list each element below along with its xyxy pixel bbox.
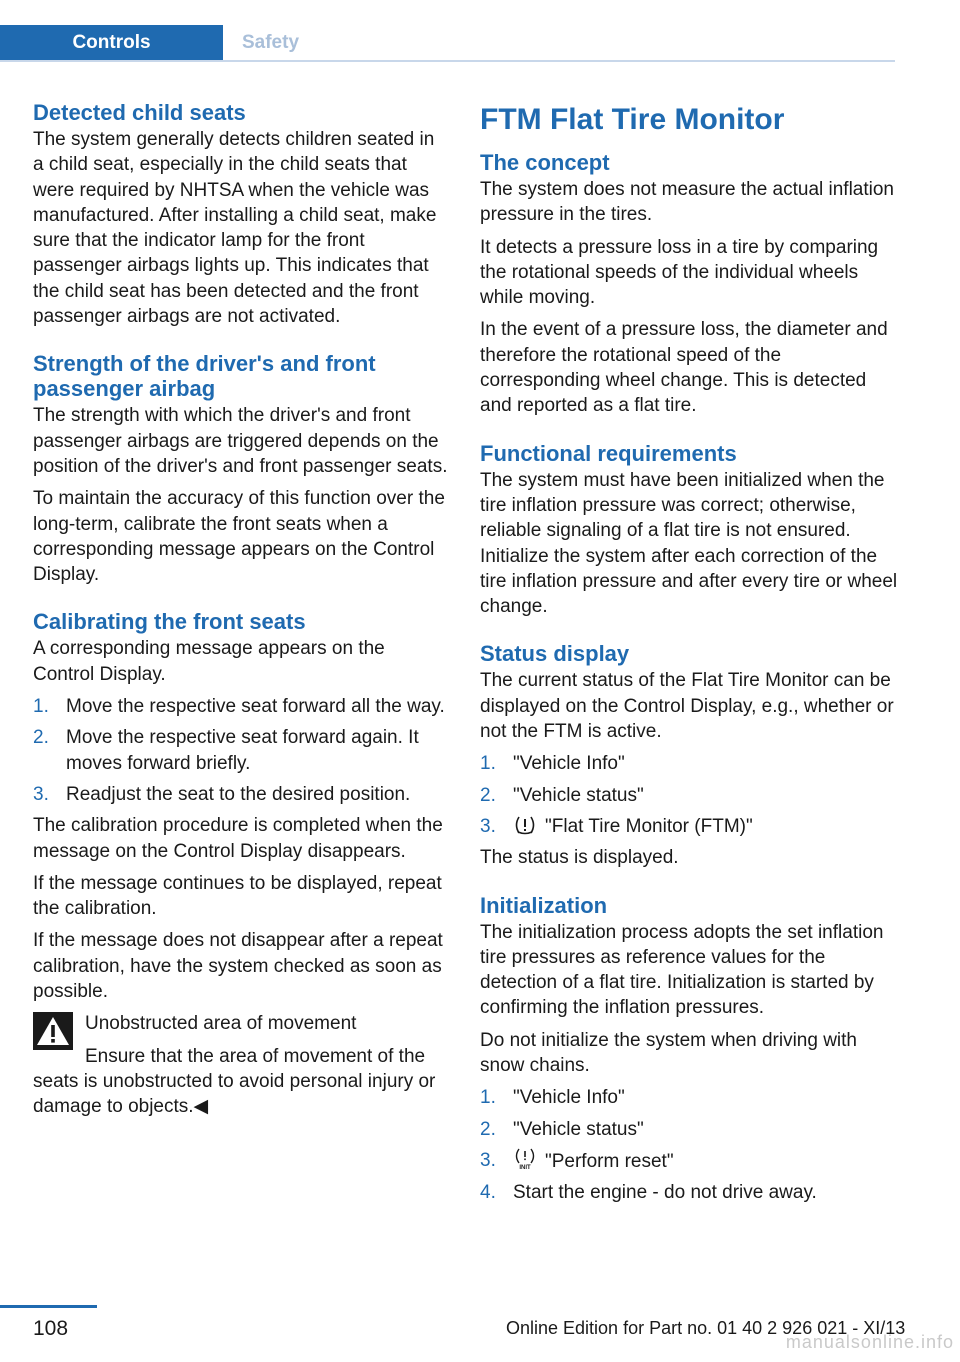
paragraph: Do not initialize the system when driving with snow chains. bbox=[480, 1029, 858, 1077]
right-column bbox=[480, 100, 898, 1228]
step-number: 4. bbox=[480, 1182, 496, 1204]
list-item bbox=[33, 694, 450, 719]
list-item bbox=[33, 782, 450, 807]
paragraph: A corresponding message appears on the Control Display. bbox=[33, 638, 385, 685]
step-text: Move the respective seat forward all the way. bbox=[66, 696, 445, 718]
heading-detected-child-seats: Detected child seats bbox=[33, 100, 246, 125]
step-text: Move the respective seat forward again. It moves forward briefly. bbox=[66, 727, 419, 774]
paragraph: In the event of a pressure loss, the diameter and therefore the rotational speed of the corresponding wheel change. This is detected and reported as a flat tire. bbox=[480, 319, 888, 417]
section-status-display bbox=[480, 641, 898, 870]
section-detected-child-seats bbox=[33, 100, 450, 329]
list-item bbox=[480, 814, 898, 839]
page-number: 108 bbox=[33, 1317, 69, 1340]
warning-text: Ensure that the area of movement of the seats is unobstructed to avoid personal injury or damage to objects.◀ bbox=[33, 1045, 436, 1118]
step-number: 1. bbox=[480, 753, 496, 775]
tab-controls[interactable]: Controls bbox=[0, 25, 223, 61]
step-number: 3. bbox=[33, 783, 49, 805]
edition-note: Online Edition for Part no. 01 40 2 926 021 - XI/13 bbox=[506, 1318, 906, 1338]
paragraph: The status is displayed. bbox=[480, 847, 679, 869]
tabbar-divider bbox=[0, 60, 895, 62]
status-steps bbox=[480, 751, 898, 839]
warning-box bbox=[33, 1011, 450, 1119]
heading-status-display: Status display bbox=[480, 641, 630, 667]
paragraph: If the message continues to be displayed, repeat the calibration. bbox=[33, 872, 442, 920]
step-number: 1. bbox=[480, 1087, 496, 1109]
list-item bbox=[480, 1180, 898, 1205]
section-functional-requirements bbox=[480, 441, 898, 620]
step-text: "Flat Tire Monitor (FTM)" bbox=[545, 815, 753, 837]
section-airbag-strength bbox=[33, 351, 450, 587]
list-item bbox=[480, 1085, 898, 1110]
step-text: "Vehicle Info" bbox=[513, 1087, 625, 1109]
heading-initialization: Initialization bbox=[480, 892, 608, 918]
heading-airbag-strength: Strength of the driver's and front passenger airbag bbox=[33, 351, 376, 402]
warning-triangle-icon bbox=[33, 1012, 73, 1050]
heading-functional-requirements: Functional requirements bbox=[480, 440, 737, 466]
list-item bbox=[33, 725, 450, 776]
paragraph: The system generally detects children seated in a child seat, especially in the child seats that were required by NHTSA when the vehicle was manufactured. After installing a child seat, make sure that the indicator lamp for the front passenger airbags lights up. This indicates that the child seat has been detected and the front passenger airbags are not activated. bbox=[33, 129, 437, 328]
step-text: "Vehicle status" bbox=[513, 1118, 644, 1140]
heading-concept: The concept bbox=[480, 150, 610, 175]
init-label: INIT bbox=[519, 1164, 531, 1170]
paragraph: To maintain the accuracy of this function over the long-term, calibrate the front seats when a corresponding message appears on the Control Display. bbox=[33, 488, 445, 586]
warning-title: Unobstructed area of movement bbox=[85, 1013, 357, 1035]
step-number: 3. bbox=[480, 815, 496, 837]
step-number: 3. bbox=[480, 1149, 496, 1171]
list-item bbox=[480, 1117, 898, 1142]
section-calibrating-front-seats bbox=[33, 609, 450, 1119]
paragraph: It detects a pressure loss in a tire by comparing the rotational speeds of the individual wheels while moving. bbox=[480, 236, 879, 309]
left-column bbox=[33, 100, 450, 1142]
step-number: 2. bbox=[33, 727, 49, 749]
step-number: 2. bbox=[480, 1118, 496, 1140]
flat-tire-warning-icon bbox=[513, 815, 537, 835]
paragraph: The current status of the Flat Tire Monitor can be displayed on the Control Display, e.g., whether or not the FTM is active. bbox=[480, 670, 894, 743]
chapter-tabbar bbox=[0, 25, 895, 61]
paragraph: The system does not measure the actual inflation pressure in the tires. bbox=[480, 179, 895, 226]
paragraph: The strength with which the driver's and front passenger airbags are triggered depends on the position of the driver's and front passenger seats. bbox=[33, 405, 448, 477]
calibration-steps bbox=[33, 694, 450, 807]
step-text: "Perform reset" bbox=[545, 1150, 674, 1172]
paragraph: The calibration procedure is completed when the message on the Control Display disappears. bbox=[33, 815, 443, 862]
section-initialization bbox=[480, 893, 898, 1206]
heading-calibrating-front-seats: Calibrating the front seats bbox=[33, 609, 306, 635]
step-number: 2. bbox=[480, 784, 496, 806]
paragraph: If the message does not disappear after a repeat calibration, have the system checked as soon as possible. bbox=[33, 930, 443, 1003]
watermark: manualsonline.info bbox=[785, 1332, 954, 1352]
tire-reset-init-icon bbox=[513, 1148, 537, 1170]
step-text: "Vehicle status" bbox=[513, 784, 644, 806]
step-text: Readjust the seat to the desired position. bbox=[66, 783, 411, 805]
section-concept bbox=[480, 150, 898, 419]
tab-safety[interactable]: Safety bbox=[241, 32, 300, 53]
paragraph: The initialization process adopts the set inflation tire pressures as reference values for the detection of a flat tire. Initialization is started by confirming the inflation pressures. bbox=[480, 921, 884, 1019]
footer-accent-bar bbox=[0, 1305, 97, 1308]
list-item bbox=[480, 783, 898, 808]
initialization-steps bbox=[480, 1085, 898, 1205]
list-item bbox=[480, 751, 898, 776]
step-text: Start the engine - do not drive away. bbox=[513, 1182, 817, 1204]
step-text: "Vehicle Info" bbox=[513, 753, 625, 775]
step-number: 1. bbox=[33, 696, 49, 718]
paragraph: The system must have been initialized when the tire inflation pressure was correct; otherwise, reliable signaling of a flat tire is not ensured. Initialize the system after each correction of the tire inflation pressure and after every tire or wheel change. bbox=[480, 469, 898, 618]
list-item bbox=[480, 1148, 898, 1174]
heading-ftm: FTM Flat Tire Monitor bbox=[480, 103, 785, 136]
